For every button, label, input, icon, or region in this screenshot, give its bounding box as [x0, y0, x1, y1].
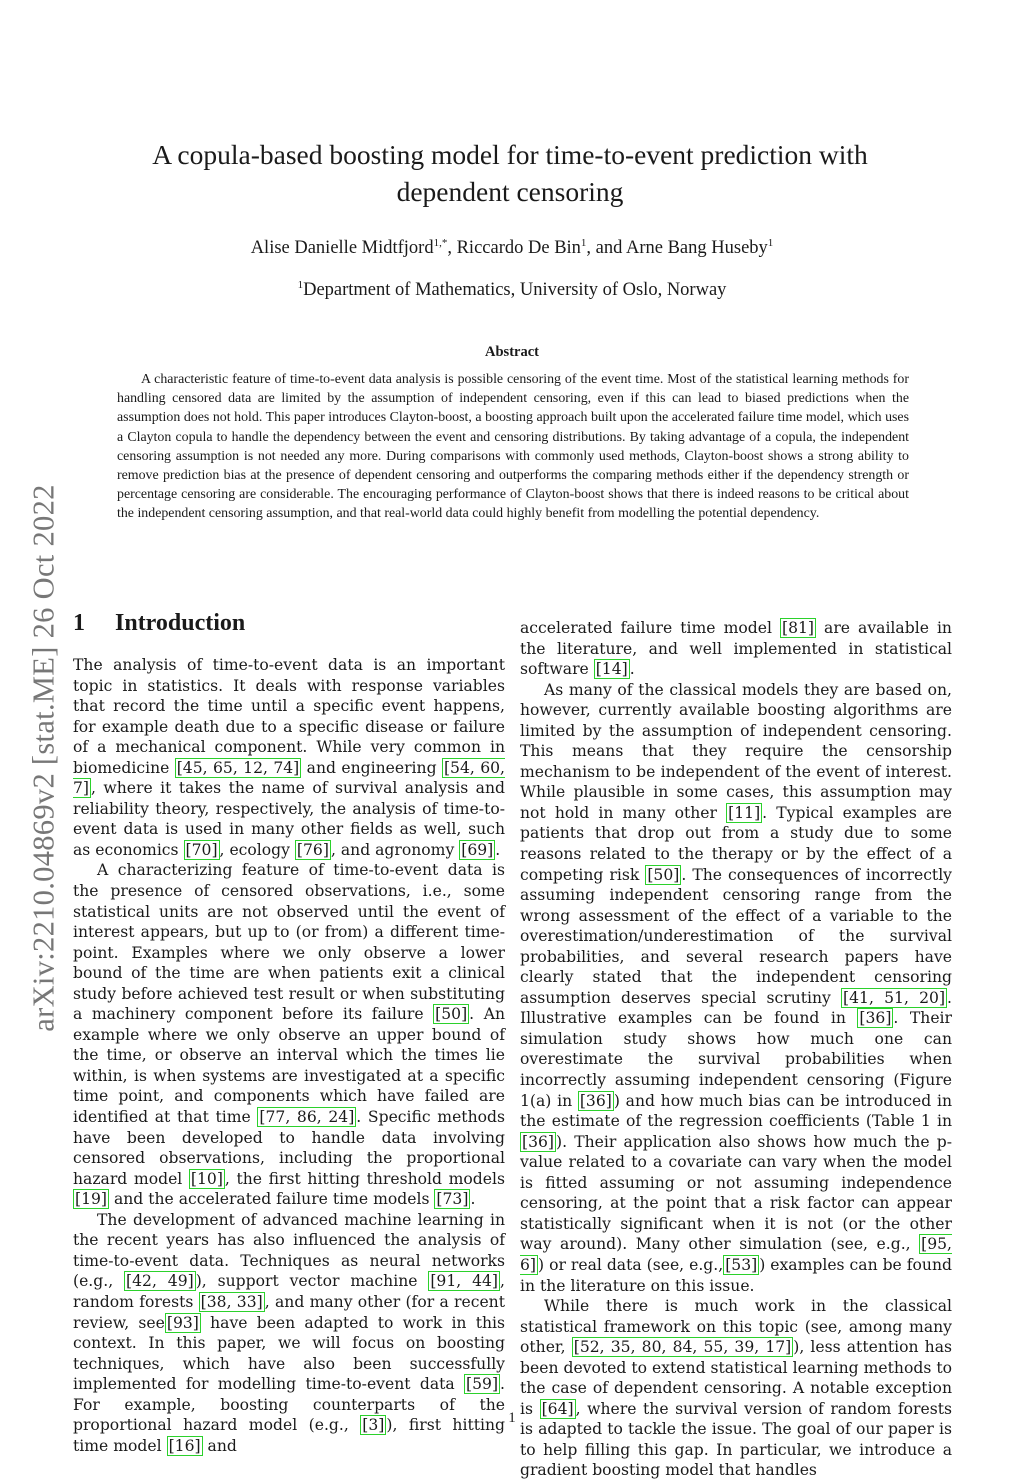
citation-link[interactable]: [77, 86, 24]: [259, 1108, 355, 1127]
text-run: .: [495, 840, 501, 859]
text-run: . The consequences of incorrectly assuming independent censoring range from the wrong assessment of the effect of a variable to the overestimation/underestimation of the survival probabilities, and several research papers have clearly stated that the independent censoring assumption deserves special scrutiny: [520, 865, 952, 1007]
citation-link[interactable]: [41, 51, 20]: [843, 988, 946, 1007]
citation-link[interactable]: [53]: [725, 1255, 758, 1274]
citation-link[interactable]: [14]: [595, 660, 628, 679]
text-run: . Illustrative examples can be found in: [520, 988, 952, 1028]
text-run: , where the survival version of random forests is adapted to tackle the issue. The goal of our paper is to help filling this gap. In particular, we introduce a gradient boosting model that handles: [520, 1399, 952, 1480]
text-run: , where it takes the name of survival analysis and reliability theory, respectively, the analysis of time-to-event data is used in many other fields as well, such as economics: [73, 779, 505, 859]
paper-title: [120, 136, 900, 210]
text-run: , the first hitting threshold models: [224, 1169, 505, 1188]
text-run: and engineering: [301, 758, 442, 777]
citation-link[interactable]: [19]: [75, 1190, 108, 1209]
citation-link[interactable]: [64]: [541, 1399, 574, 1418]
citation-link[interactable]: [36]: [522, 1132, 555, 1151]
citation-link[interactable]: [73]: [436, 1190, 469, 1209]
section-number: 1: [73, 610, 85, 636]
title-line-2: dependent censoring: [396, 176, 624, 207]
text-run: ) examples can be found in the literature on this issue.: [520, 1255, 952, 1295]
citation-link[interactable]: [45, 65, 12, 74]: [176, 758, 300, 777]
text-run: ), first hitting time model: [73, 1416, 506, 1455]
text-run: . For example, boosting counterparts of the proportional hazard model (e.g.,: [73, 1375, 505, 1435]
text-run: The analysis of time-to-event data is an important topic in statistics. It deals with response variables that record the time until a specific event happens, for example death due to a specific disease or failure of a mechanical component. While very common in biomedicine: [73, 656, 505, 777]
text-run: are available in the literature, and well implemented in statistical software: [520, 619, 952, 679]
author-3-name: , and Arne Bang Huseby: [586, 238, 768, 258]
citation-link[interactable]: [11]: [728, 803, 761, 822]
text-run: . Typical examples are patients that drop out from a study due to some reasons related to the therapy or by the effect of a competing risk: [520, 803, 953, 884]
text-run: ) or real data (see, e.g.,: [538, 1255, 724, 1274]
text-run: have been adapted to work in this context. In this paper, we will focus on boosting techniques, which have also been successfully implemented for modelling time-to-event data: [73, 1313, 506, 1394]
text-run: ), support vector machine: [195, 1272, 429, 1291]
text-run: accelerated failure time model: [520, 619, 780, 637]
affiliation: [120, 280, 904, 301]
text-run: . Specific methods have been developed to handle data involving censored observations, including the proportional hazard model: [73, 1108, 505, 1188]
citation-link[interactable]: [42, 49]: [126, 1272, 194, 1291]
text-run: ), less attention has been devoted to extend statistical learning methods to the case of dependent censoring. A notable exception is: [520, 1338, 953, 1418]
text-run: The development of advanced machine learning in the recent years has also influenced the analysis of time-to-event data. Techniques as neural networks (e.g.,: [73, 1210, 505, 1291]
citation-link[interactable]: [36]: [579, 1091, 612, 1110]
author-2-name: , Riccardo De Bin: [447, 238, 581, 258]
text-run: and the accelerated failure time models: [109, 1190, 435, 1209]
citation-link[interactable]: [38, 33]: [200, 1292, 263, 1311]
text-run: , and agronomy: [330, 840, 460, 859]
citation-link[interactable]: [70]: [185, 840, 218, 859]
citation-link[interactable]: [95, 6]: [520, 1235, 952, 1274]
text-run: . An example where we only observe an upper bound of the time, or observe an interval which the times lie within, is when systems are investigated at a specific time point, and components which have failed are identified at that time: [73, 1005, 506, 1127]
author-2-affil-mark: 1: [580, 237, 587, 249]
citation-link[interactable]: [76]: [296, 840, 329, 859]
text-run: and: [202, 1436, 237, 1455]
intro-paragraph-5: [520, 680, 952, 1296]
text-run: , ecology: [219, 840, 295, 859]
intro-paragraph-4: [520, 618, 952, 680]
text-run: . Their simulation study shows how much one can overestimate the survival probabilities when incorrectly assuming independent censoring (Figure 1(a) in: [520, 1009, 952, 1110]
citation-link[interactable]: [69]: [461, 840, 494, 859]
text-run: .: [629, 660, 635, 679]
text-run: , random forests: [73, 1272, 505, 1311]
intro-paragraph-2: [73, 860, 505, 1209]
author-1-affil-mark: 1,*: [433, 237, 448, 249]
citation-link[interactable]: [50]: [647, 865, 680, 884]
citation-link[interactable]: [50]: [435, 1005, 468, 1024]
citation-link[interactable]: [93]: [166, 1313, 199, 1332]
left-column: [73, 655, 505, 1456]
text-run: As many of the classical models they are based on, however, currently available boosting algorithms are limited by the assumption of independent censoring. This means that they require the censorship mechanism to be independent of the event of interest. While plausible in some cases, this assumption may not hold in many other: [520, 680, 952, 822]
title-line-1: A copula-based boosting model for time-to-event prediction with: [152, 139, 868, 170]
section-heading: [73, 610, 245, 637]
page-number: 1: [508, 1410, 516, 1426]
text-run: , and many other (for a recent review, see: [73, 1292, 505, 1332]
affiliation-mark: 1: [297, 279, 304, 291]
citation-link[interactable]: [10]: [190, 1169, 223, 1188]
section-title: Introduction: [115, 610, 246, 636]
author-list: [120, 238, 904, 259]
intro-paragraph-1: [73, 655, 505, 860]
citation-link[interactable]: [52, 35, 80, 84, 55, 39, 17]: [573, 1338, 792, 1357]
text-run: A characterizing feature of time-to-event data is the presence of censored observations, i.e., some statistical units are not observed until the event of interest appears, but up to (or from) a different time-point. Examples where we only observe a lower bound of the time are when patients exit a clinical study before achieved test result or when substituting a machinery component before its failure: [73, 861, 505, 1024]
text-run: ) and how much bias can be introduced in the estimate of the regression coefficients (Table 1 in: [520, 1091, 952, 1131]
intro-paragraph-6: [520, 1296, 952, 1481]
arxiv-side-stamp: arXiv:2210.04869v2 [stat.ME] 26 Oct 2022: [26, 484, 61, 1032]
text-run: .: [470, 1190, 476, 1209]
citation-link[interactable]: [91, 44]: [430, 1272, 499, 1291]
abstract-heading: Abstract: [485, 344, 539, 360]
citation-link[interactable]: [36]: [859, 1009, 892, 1028]
right-column: [520, 618, 952, 1481]
citation-link[interactable]: [81]: [781, 619, 814, 637]
citation-link[interactable]: [54, 60, 7]: [73, 758, 505, 798]
abstract-body: A characteristic feature of time-to-event data analysis is possible censoring of the event time. Most of the statistical learning methods for handling censored data are limited by the assumption of independent censoring, even if this can lead to biased predictions when the assumption does not hold. This paper introduces Clayton-boost, a boosting approach built upon the accelerated failure time model, which uses a Clayton copula to handle the dependency between the event and censoring distributions. By taking advantage of a copula, the independent censoring assumption is not needed any more. During comparisons with commonly used methods, Clayton-boost shows a strong ability to remove prediction bias at the presence of dependent censoring and outperforms the comparing methods either if the dependency strength or percentage censoring are considerable. The encouraging performance of Clayton-boost shows that there is indeed reasons to be critical about the independent censoring assumption, and that real-world data could highly benefit from modelling the potential dependency.: [117, 372, 909, 522]
citation-link[interactable]: [59]: [466, 1375, 499, 1394]
author-3-affil-mark: 1: [767, 237, 774, 249]
affiliation-text: Department of Mathematics, University of Oslo, Norway: [303, 280, 727, 300]
text-run: ). Their application also shows how much the p-value related to a covariate can vary when the model is fitted assuming or not assuming independence censoring, at the point that a risk factor can appear statistically significant when it is not (or the other way around). Many other simulation (see, e.g.,: [520, 1132, 952, 1254]
citation-link[interactable]: [3]: [362, 1416, 385, 1435]
citation-link[interactable]: [16]: [168, 1436, 201, 1455]
text-run: While there is much work in the classical statistical framework on this topic (see, among many other,: [520, 1297, 952, 1357]
author-1-name: Alise Danielle Midtfjord: [250, 238, 434, 258]
